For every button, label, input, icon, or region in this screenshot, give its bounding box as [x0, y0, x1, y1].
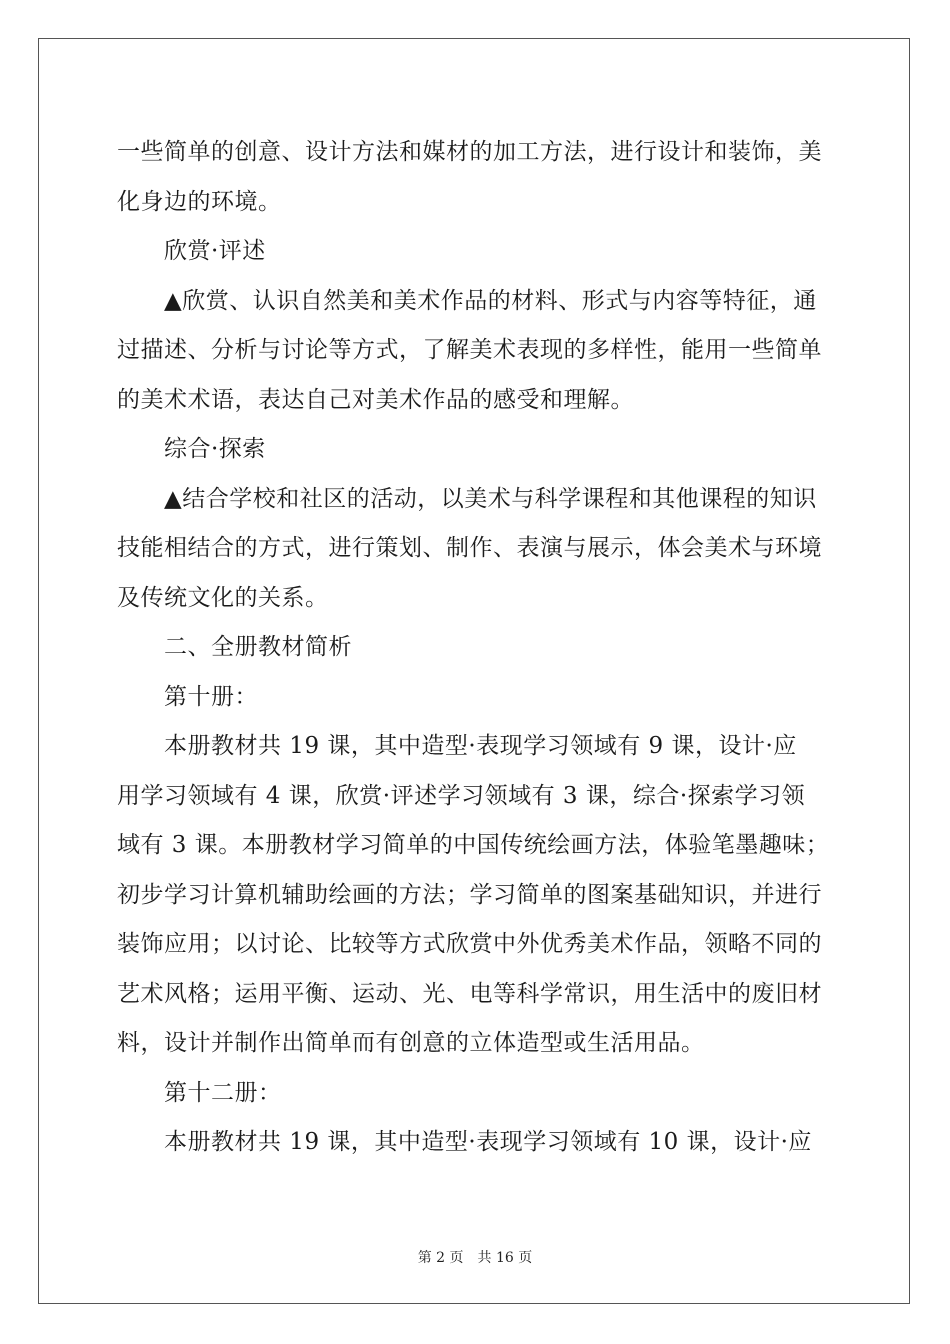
text-line: 一些简单的创意、设计方法和媒材的加工方法，进行设计和装饰，美: [117, 139, 822, 165]
text-line: 过描述、分析与讨论等方式，了解美术表现的多样性，能用一些简单: [117, 337, 822, 363]
subsection-heading: 第十册：: [164, 683, 258, 710]
text-line: 艺术风格；运用平衡、运动、光、电等科学常识，用生活中的废旧材: [117, 980, 822, 1007]
text-line: 域有 3 课。本册教材学习简单的中国传统绘画方法，体验笔墨趣味；: [117, 832, 830, 858]
text-line: 的美术术语，表达自己对美术作品的感受和理解。: [117, 386, 634, 413]
subsection-heading: 第十二册：: [164, 1079, 282, 1106]
text-line: ▲欣赏、认识自然美和美术作品的材料、形式与内容等特征，通: [164, 287, 817, 314]
text-line: 及传统文化的关系。: [117, 584, 329, 611]
text-line: 本册教材共 19 课，其中造型·表现学习领域有 9 课，设计·应: [164, 733, 797, 759]
text-line: 料，设计并制作出简单而有创意的立体造型或生活用品。: [117, 1030, 705, 1056]
text-line: 本册教材共 19 课，其中造型·表现学习领域有 10 课，设计·应: [164, 1129, 812, 1155]
section-heading: 二、全册教材简析: [164, 634, 352, 660]
text-line: 装饰应用；以讨论、比较等方式欣赏中外优秀美术作品，领略不同的: [117, 931, 822, 957]
text-line: ▲结合学校和社区的活动，以美术与科学课程和其他课程的知识: [164, 485, 817, 512]
section-heading: 欣赏·评述: [164, 238, 266, 264]
text-line: 化身边的环境。: [117, 188, 282, 215]
document-body: [117, 128, 833, 1168]
text-line: 初步学习计算机辅助绘画的方法；学习简单的图案基础知识，并进行: [117, 881, 822, 908]
section-heading: 综合·探索: [164, 436, 266, 462]
text-line: 技能相结合的方式，进行策划、制作、表演与展示，体会美术与环境: [117, 535, 822, 561]
text-line: 用学习领域有 4 课，欣赏·评述学习领域有 3 课，综合·探索学习领: [117, 782, 806, 809]
page-number: 第 2 页 共 16 页: [417, 1250, 533, 1266]
